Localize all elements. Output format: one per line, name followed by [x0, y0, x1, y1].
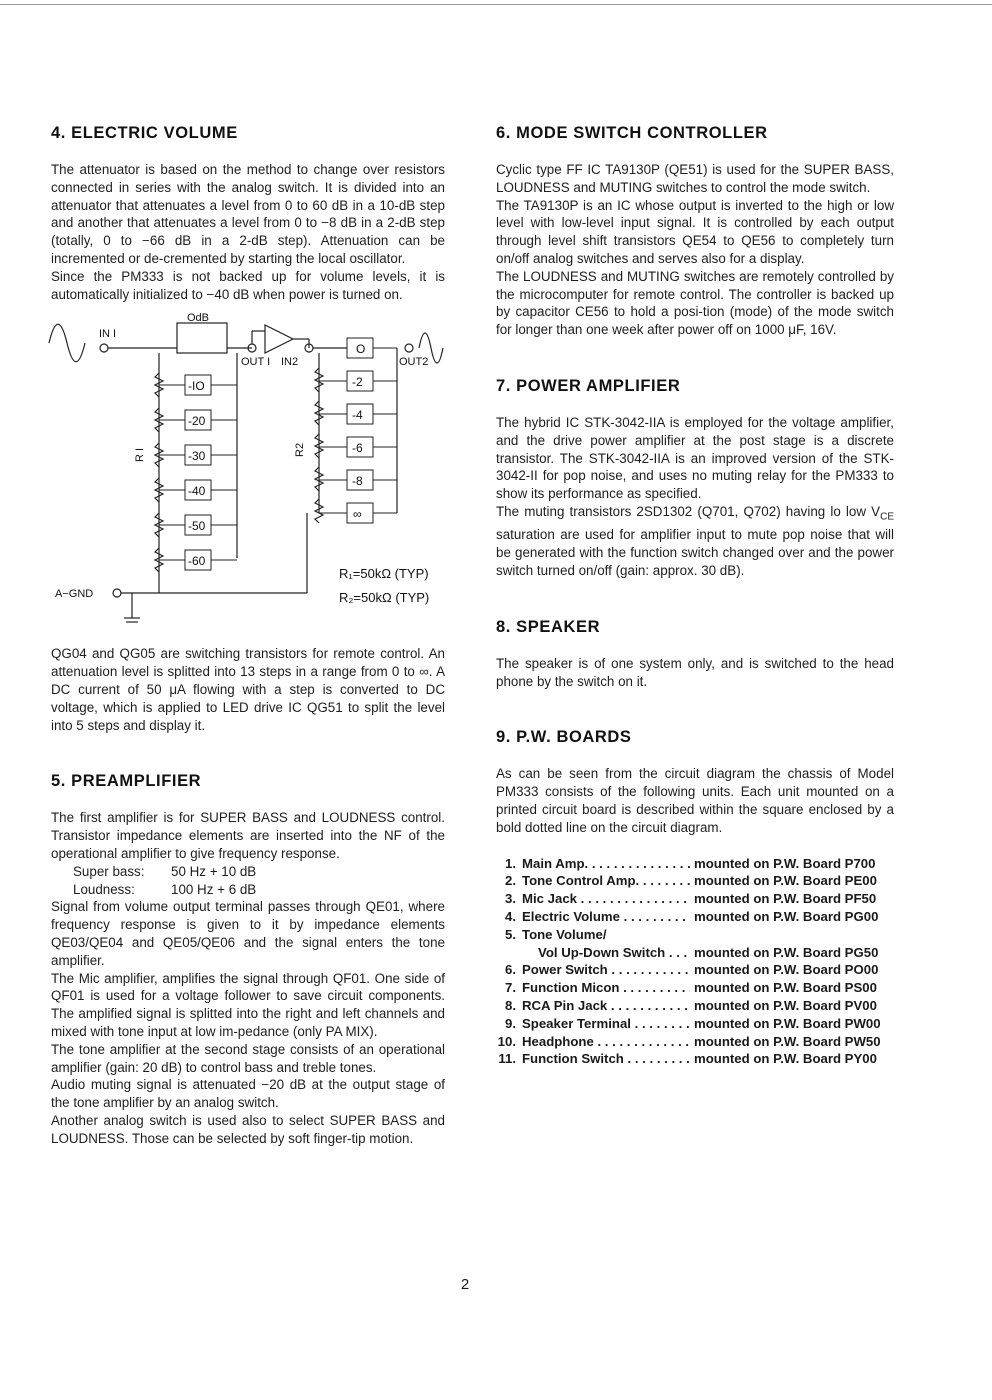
- list-item: 7. Function Micon . . . mounted on P.W. Board PS00: [496, 979, 894, 997]
- list-item: 11. Function Switch . . . mounted on P.W. Board PY00: [496, 1050, 894, 1068]
- paragraph: The TA9130P is an IC whose output is inverted to the high or low level with low-level input signal. It is controlled by each output through level shift transistors QE54 to QE56 to completely turn on/off analog switches and serves also for a display.: [496, 197, 894, 266]
- left-step-label: -50: [188, 519, 206, 534]
- out1-label: OUT I: [241, 356, 271, 369]
- paragraph-muting: The muting transistors 2SD1302 (Q701, Q702) having lo low $V_{CE}$ saturation are used for amplifier input to mute pop noise that will be generated with the function switch changed over and the power switch turned on/off (gain: approx. 30 dB).: [496, 503, 894, 579]
- list-item-prefix: 5. Tone Volume/: [505, 926, 607, 942]
- left-step-label: -30: [188, 449, 206, 464]
- paragraph: The LOUDNESS and MUTING switches are remotely controlled by the microcomputer for remote control. The controller is backed up by capacitor CE56 to hold a posi-tion (mode) of the mode switch for longer than one week after power off on 1000 μF, 16V.: [496, 268, 894, 338]
- right-step-4: [319, 437, 397, 457]
- list-item: Vol Up-Down Switch . . . mounted on P.W. Board PG50: [496, 944, 894, 962]
- left-step-label: -60: [188, 554, 206, 569]
- list-item: 10. Headphone . . . mounted on P.W. Board PW50: [496, 1033, 894, 1051]
- section-heading-power-amplifier: 7. POWER AMPLIFIER: [496, 376, 681, 395]
- paragraph: The hybrid IC STK-3042-IIA is employed for the voltage amplifier, and the drive power amplifier at the post stage is a discrete transistor. The STK-3042-IIA is an improved version of the STK-3042-II for pop noise, and uses no muting relay for the PM333 to show its performance as specified.: [496, 414, 894, 502]
- spec-line-super-bass: Super bass: 50 Hz + 10 dB: [73, 863, 257, 879]
- zero-db-switch: [177, 323, 227, 353]
- circuit-svg: [47, 313, 467, 633]
- right-step-1: [347, 338, 397, 358]
- list-item: 1. Main Amp. . . . mounted on P.W. Board P700: [496, 855, 894, 873]
- list-item: 8. RCA Pin Jack . . . mounted on P.W. Board PV00: [496, 997, 894, 1015]
- pw-boards-text: [496, 765, 894, 836]
- board-list: [496, 855, 894, 1069]
- list-item: 3. Mic Jack . . . mounted on P.W. Board PF50: [496, 890, 894, 908]
- paragraph: Since the PM333 is not backed up for volume levels, it is automatically initialized to −40 dB when power is turned on.: [51, 268, 445, 302]
- left-step-5: [159, 515, 237, 535]
- section-heading-pw-boards: 9. P.W. BOARDS: [496, 728, 632, 747]
- section-heading-speaker: 8. SPEAKER: [496, 617, 601, 636]
- list-item: 9. Speaker Terminal . . . mounted on P.W. Board PW00: [496, 1015, 894, 1033]
- buffer-amplifier-icon: [265, 325, 293, 353]
- right-step-label: -8: [352, 474, 363, 489]
- right-step-label: -6: [352, 441, 363, 456]
- preamplifier-text: [51, 809, 445, 1147]
- paragraph: Cyclic type FF IC TA9130P (QE51) is used for the SUPER BASS, LOUDNESS and MUTING switches to control the mode switch.: [496, 162, 894, 195]
- paragraph: QG04 and QG05 are switching transistors for remote control. An attenuation level is splitted into 13 steps in a range from 0 to ∞. A DC current of 50 μA flowing with a step is converted to DC voltage, which is applied to LED drive IC QG51 to split the level into 5 steps and display it.: [51, 646, 445, 733]
- list-item: 4. Electric Volume . . . mounted on P.W. Board PG00: [496, 908, 894, 926]
- power-amplifier-text: [496, 414, 894, 580]
- right-step-3: [319, 404, 397, 424]
- paragraph: The tone amplifier at the second stage consists of an operational amplifier (gain: 20 dB) to control bass and treble tones.: [51, 1041, 445, 1075]
- section-heading-mode-switch: 6. MODE SWITCH CONTROLLER: [496, 124, 768, 142]
- electric-volume-text: [51, 161, 445, 303]
- speaker-text: [496, 655, 894, 691]
- section-heading-preamplifier: 5. PREAMPLIFIER: [51, 772, 202, 791]
- in1-label: IN I: [99, 328, 117, 341]
- odb-label: OdB: [187, 313, 210, 325]
- right-step-6: [319, 503, 397, 523]
- in1-node: [100, 344, 108, 352]
- paragraph: Signal from volume output terminal passes through QE01, where frequency response is given to it by impedance elements QE03/QE04 and QE05/QE06 and the signal enters the tone amplifier.: [51, 899, 445, 968]
- right-step-label: ∞: [353, 507, 362, 522]
- list-item: 6. Power Switch . . . mounted on P.W. Board PO00: [496, 961, 894, 979]
- section-heading-electric-volume: 4. ELECTRIC VOLUME: [51, 124, 238, 142]
- paragraph: Another analog switch is used also to select SUPER BASS and LOUDNESS. Those can be selected by soft finger-tip motion.: [51, 1112, 445, 1146]
- input-sine-wave: [49, 325, 85, 363]
- right-step-label: -2: [352, 375, 363, 390]
- r2-label: R2: [294, 443, 306, 458]
- left-step-label: -40: [188, 484, 206, 499]
- in2-label: IN2: [281, 356, 299, 369]
- right-step-label: -4: [352, 408, 363, 423]
- left-step-label: -IO: [188, 379, 205, 394]
- left-step-label: -20: [188, 414, 206, 429]
- left-step-1: [159, 375, 237, 395]
- agnd-label: A−GND: [55, 588, 94, 601]
- left-step-2: [159, 410, 237, 430]
- list-item: 2. Tone Control Amp. . . . mounted on P.W. Board PE00: [496, 872, 894, 890]
- paragraph: The Mic amplifier, amplifies the signal through QF01. One side of QF01 is used for a voltage follower to save circuit components. The amplified signal is splitted into the right and left channels and mixed with tone input at low im-pedance (only PA MIX).: [51, 970, 445, 1039]
- agnd-node: [113, 589, 121, 597]
- spec-line-loudness: Loudness: 100 Hz + 6 dB: [73, 881, 257, 897]
- paragraph: Audio muting signal is attenuated −20 dB at the output stage of the tone amplifier by an analog switch.: [51, 1077, 445, 1111]
- right-step-5: [319, 470, 397, 490]
- right-step-label: O: [356, 342, 366, 357]
- paragraph: The attenuator is based on the method to change over resistors connected in series with the analog switch. It is divided into an attenuator that attenuates a level from 0 to 60 dB in a 10-dB step and another that attenuates a level from 0 to −8 dB in a 2-dB step (totally, 0 to −66 dB in a 2-dB step). Attenuation can be incremented or de-cremented by starting the local oscillator.: [51, 162, 445, 266]
- top-border-line: [0, 4, 992, 5]
- left-step-6: [159, 550, 237, 570]
- mode-switch-text: [496, 161, 894, 339]
- r1-label: R I: [134, 448, 146, 463]
- left-column: [51, 122, 445, 1148]
- paragraph: The speaker is of one system only, and is switched to the head phone by the switch on it.: [496, 655, 894, 689]
- attenuator-circuit-diagram: [47, 313, 467, 633]
- right-column: [496, 122, 894, 1068]
- paragraph: The first amplifier is for SUPER BASS and LOUDNESS control. Transistor impedance elements are inserted into the NF of the operational amplifier to give frequency response.: [51, 810, 445, 861]
- out2-label: OUT2: [399, 356, 429, 369]
- r1-value: R₁=50kΩ (TYP): [339, 566, 429, 582]
- page-number: 2: [460, 1276, 470, 1293]
- out2-node: [405, 344, 413, 352]
- r2-value: R₂=50kΩ (TYP): [339, 590, 430, 606]
- right-step-2: [319, 371, 397, 391]
- left-step-3: [159, 445, 237, 465]
- left-step-4: [159, 480, 237, 500]
- paragraph: As can be seen from the circuit diagram the chassis of Model PM333 consists of the following units. Each unit mounted on a printed circuit board is described within the square enclosed by a bold dotted line on the circuit diagram.: [496, 766, 894, 835]
